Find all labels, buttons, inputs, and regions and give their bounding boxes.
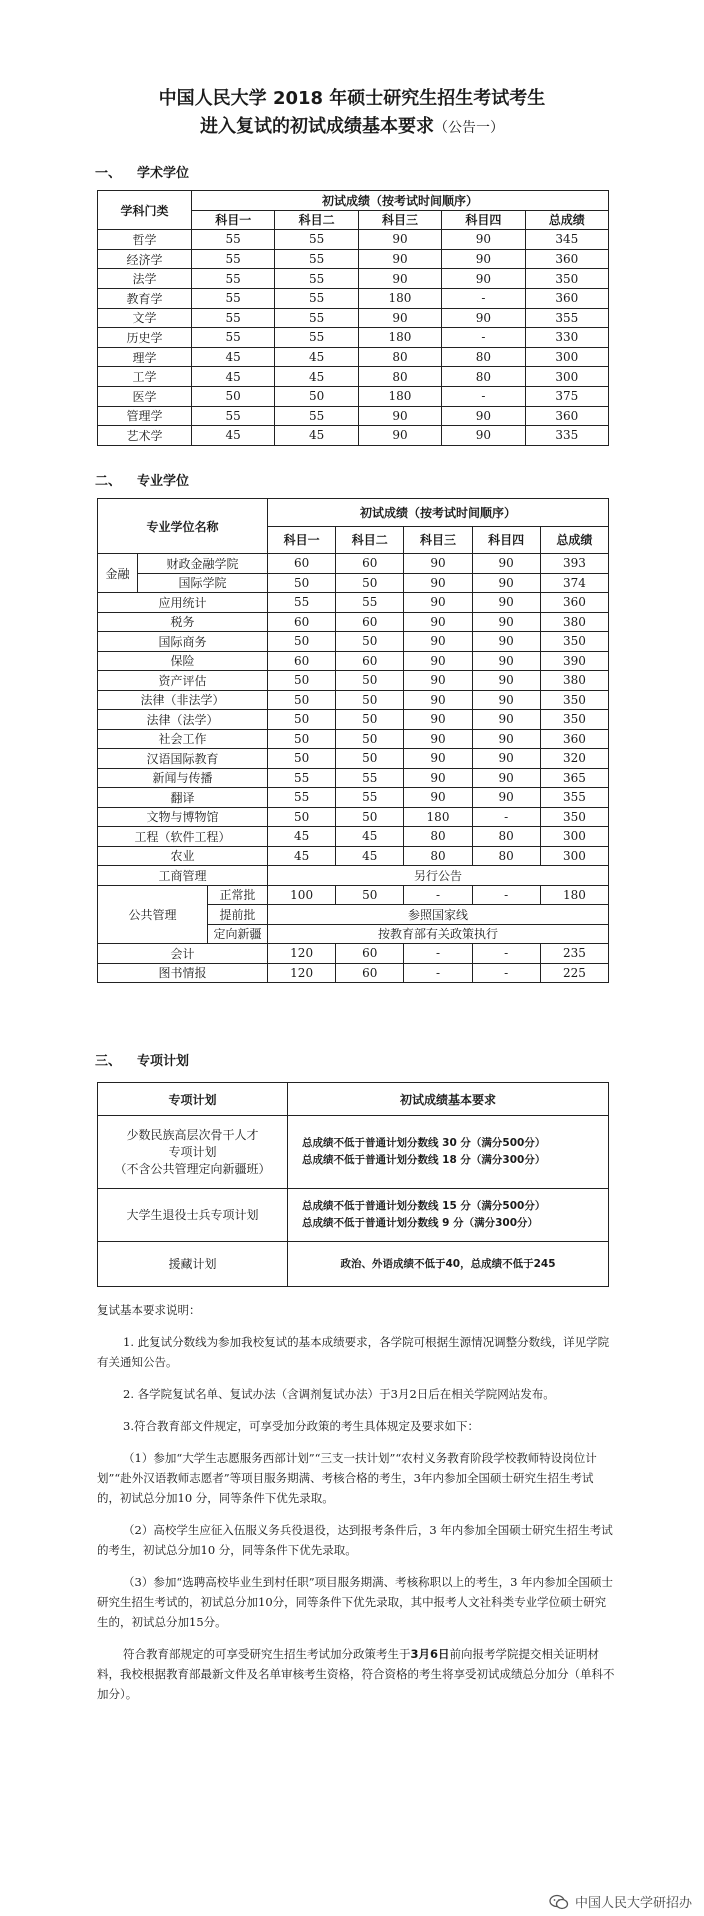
section2-title: 专业学位 xyxy=(137,474,190,489)
watermark xyxy=(549,1892,692,1911)
score-cell: 50 xyxy=(268,671,336,691)
score-cell: 390 xyxy=(540,651,608,671)
table-row xyxy=(98,367,609,387)
score-cell: 90 xyxy=(472,690,540,710)
score-cell: 90 xyxy=(472,651,540,671)
col-plan: 专项计划 xyxy=(98,1083,288,1116)
note-4-pre: 符合教育部规定的可享受研究生招生考试加分政策考生于 xyxy=(123,1647,411,1661)
section2-heading xyxy=(95,470,189,489)
score-cell: 80 xyxy=(442,367,525,387)
score-cell: 90 xyxy=(404,612,472,632)
page-title-line1: 中国人民大学 2018 年硕士研究生招生考试考生 xyxy=(158,88,546,109)
score-cell: 90 xyxy=(358,249,441,269)
score-cell: 50 xyxy=(336,710,404,730)
score-cell: 55 xyxy=(275,308,358,328)
score-cell: 90 xyxy=(358,269,441,289)
row-label: 工商管理 xyxy=(98,866,268,886)
group-label-public-admin: 公共管理 xyxy=(98,885,208,944)
table-row xyxy=(98,963,609,983)
score-cell: 50 xyxy=(336,632,404,652)
table-row xyxy=(98,1242,609,1287)
score-cell: 55 xyxy=(275,269,358,289)
score-cell: 90 xyxy=(404,710,472,730)
score-cell: 50 xyxy=(268,710,336,730)
table-row xyxy=(98,249,609,269)
score-cell: - xyxy=(404,944,472,964)
note-3-2: （2）高校学生应征入伍服义务兵役退役，达到报考条件后，3 年内参加全国硕士研究生招生考试的考生，初试总分加10 分，同等条件下优先录取。 xyxy=(97,1523,613,1557)
requirement-line: 总成绩不低于普通计划分数线 9 分（满分300分） xyxy=(302,1217,539,1229)
row-label: 农业 xyxy=(98,846,268,866)
row-label: 财政金融学院 xyxy=(138,554,268,574)
row-label: 正常批 xyxy=(208,885,268,905)
score-cell: 55 xyxy=(192,308,275,328)
row-label: 管理学 xyxy=(98,406,192,426)
score-cell: - xyxy=(472,807,540,827)
score-cell: 393 xyxy=(540,554,608,574)
score-cell: 80 xyxy=(472,827,540,847)
section1-num: 一、 xyxy=(95,166,122,181)
score-cell: 45 xyxy=(275,426,358,446)
score-cell: 350 xyxy=(540,632,608,652)
score-cell: 360 xyxy=(525,406,608,426)
row-label: 国际商务 xyxy=(98,632,268,652)
score-cell: 50 xyxy=(268,632,336,652)
score-cell: 90 xyxy=(404,768,472,788)
score-cell: 360 xyxy=(525,288,608,308)
col-header: 科目一 xyxy=(192,210,275,230)
score-cell: 90 xyxy=(358,230,441,250)
table-row xyxy=(98,807,609,827)
score-cell: 55 xyxy=(192,249,275,269)
score-cell: 380 xyxy=(540,612,608,632)
score-cell: 90 xyxy=(442,269,525,289)
row-label: 应用统计 xyxy=(98,593,268,613)
score-cell: 50 xyxy=(192,386,275,406)
score-cell: 90 xyxy=(472,710,540,730)
score-cell: 90 xyxy=(404,749,472,769)
score-cell: 60 xyxy=(336,554,404,574)
score-cell: 45 xyxy=(192,426,275,446)
table-row xyxy=(98,632,609,652)
score-cell: 55 xyxy=(275,288,358,308)
score-cell: 335 xyxy=(525,426,608,446)
score-cell: 90 xyxy=(442,426,525,446)
group-label-finance: 金融 xyxy=(98,554,138,593)
section3-heading xyxy=(95,1050,189,1069)
score-cell: 120 xyxy=(268,944,336,964)
note-3-3: （3）参加“选聘高校毕业生到村任职”项目服务期满、考核称职以上的考生，3 年内参加全国硕士研究生招生考试的，初试总分加10分，同等条件下优先录取，其中报考人文社科类专业学位硕士研究生的，初试总分加15分。 xyxy=(97,1575,614,1629)
score-cell: 90 xyxy=(442,406,525,426)
score-cell: 80 xyxy=(404,827,472,847)
score-cell: 80 xyxy=(442,347,525,367)
academic-degree-table xyxy=(97,190,609,446)
table-row xyxy=(98,230,609,250)
row-label: 国际学院 xyxy=(138,573,268,593)
score-cell: 90 xyxy=(472,632,540,652)
score-cell: 120 xyxy=(268,963,336,983)
score-cell: 60 xyxy=(336,612,404,632)
score-cell: 45 xyxy=(268,827,336,847)
page-title-line2 xyxy=(0,112,704,138)
score-cell: 90 xyxy=(442,230,525,250)
score-cell: 45 xyxy=(192,367,275,387)
row-label: 经济学 xyxy=(98,249,192,269)
row-label: 法律（非法学） xyxy=(98,690,268,710)
score-cell: 180 xyxy=(358,288,441,308)
col-category: 学科门类 xyxy=(98,191,192,230)
row-label: 提前批 xyxy=(208,905,268,925)
score-cell: 350 xyxy=(540,690,608,710)
row-label: 图书情报 xyxy=(98,963,268,983)
score-cell: 345 xyxy=(525,230,608,250)
table-row xyxy=(98,573,609,593)
table-row xyxy=(98,944,609,964)
table-row xyxy=(98,729,609,749)
requirement-line: 总成绩不低于普通计划分数线 15 分（满分500分） xyxy=(302,1200,546,1212)
score-cell: 355 xyxy=(540,788,608,808)
score-cell: 50 xyxy=(336,573,404,593)
score-cell: 90 xyxy=(472,593,540,613)
plan-name-line: 援藏计划 xyxy=(168,1256,217,1271)
score-cell: - xyxy=(472,944,540,964)
note-4-date: 3月6日 xyxy=(410,1647,450,1661)
score-cell: 300 xyxy=(540,827,608,847)
special-plan-table xyxy=(97,1082,609,1287)
score-cell: 60 xyxy=(268,612,336,632)
score-cell: 360 xyxy=(540,729,608,749)
table-row xyxy=(98,710,609,730)
row-label: 保险 xyxy=(98,651,268,671)
score-cell: 90 xyxy=(472,554,540,574)
col-header: 总成绩 xyxy=(540,526,608,554)
score-cell: 90 xyxy=(472,612,540,632)
score-cell: 55 xyxy=(336,768,404,788)
score-cell: 55 xyxy=(192,406,275,426)
col-header: 科目三 xyxy=(358,210,441,230)
section1-heading xyxy=(95,162,189,181)
score-cell: 90 xyxy=(358,426,441,446)
table-row xyxy=(98,406,609,426)
score-cell: 375 xyxy=(525,386,608,406)
row-label: 艺术学 xyxy=(98,426,192,446)
score-cell: 45 xyxy=(336,827,404,847)
watermark-text: 中国人民大学研招办 xyxy=(574,1896,692,1911)
score-cell: 320 xyxy=(540,749,608,769)
title-main: 进入复试的初试成绩基本要求 xyxy=(200,116,434,137)
notes-section xyxy=(97,1300,615,1704)
score-cell: - xyxy=(472,885,540,905)
professional-degree-table xyxy=(97,498,609,983)
row-label: 历史学 xyxy=(98,328,192,348)
row-label: 工程（软件工程） xyxy=(98,827,268,847)
score-cell: 55 xyxy=(275,328,358,348)
score-cell: 90 xyxy=(442,249,525,269)
plan-requirement xyxy=(288,1242,609,1287)
row-label: 理学 xyxy=(98,347,192,367)
score-cell: 90 xyxy=(404,729,472,749)
score-cell: 50 xyxy=(336,885,404,905)
row-label: 医学 xyxy=(98,386,192,406)
row-label: 法学 xyxy=(98,269,192,289)
table-row xyxy=(98,846,609,866)
score-cell: 55 xyxy=(268,593,336,613)
plan-name-line: 少数民族高层次骨干人才 xyxy=(126,1127,259,1142)
plan-name xyxy=(98,1189,288,1242)
score-cell: 55 xyxy=(192,288,275,308)
score-cell: 90 xyxy=(404,671,472,691)
row-label: 文学 xyxy=(98,308,192,328)
table-row xyxy=(98,866,609,886)
group-header: 初试成绩（按考试时间顺序） xyxy=(268,499,609,527)
table-row xyxy=(98,328,609,348)
score-cell: 180 xyxy=(404,807,472,827)
requirement-line: 政治、外语成绩不低于40，总成绩不低于245 xyxy=(340,1257,556,1270)
plan-requirement xyxy=(288,1116,609,1189)
score-cell: 55 xyxy=(268,768,336,788)
table-row xyxy=(98,288,609,308)
score-cell: 50 xyxy=(275,386,358,406)
note-3: 3.符合教育部文件规定，可享受加分政策的考生具体规定及要求如下： xyxy=(123,1419,479,1433)
score-cell: 90 xyxy=(472,671,540,691)
score-cell: 300 xyxy=(540,846,608,866)
score-cell: 55 xyxy=(275,249,358,269)
table-row xyxy=(98,749,609,769)
col-header: 科目二 xyxy=(336,526,404,554)
score-cell: 60 xyxy=(336,651,404,671)
title-sub: （公告一） xyxy=(434,120,504,136)
note-cell: 按教育部有关政策执行 xyxy=(268,924,609,944)
score-cell: 374 xyxy=(540,573,608,593)
score-cell: 80 xyxy=(358,367,441,387)
section3-num: 三、 xyxy=(95,1054,122,1069)
col-header: 科目二 xyxy=(275,210,358,230)
table-row xyxy=(98,885,609,905)
score-cell: 360 xyxy=(540,593,608,613)
score-cell: 235 xyxy=(540,944,608,964)
score-cell: 90 xyxy=(472,749,540,769)
score-cell: 60 xyxy=(268,554,336,574)
section1-title: 学术学位 xyxy=(137,166,190,181)
score-cell: 90 xyxy=(472,573,540,593)
score-cell: 50 xyxy=(336,690,404,710)
score-cell: 90 xyxy=(404,690,472,710)
score-cell: 50 xyxy=(268,573,336,593)
score-cell: 55 xyxy=(192,230,275,250)
score-cell: 365 xyxy=(540,768,608,788)
plan-name-line: 大学生退役士兵专项计划 xyxy=(126,1207,259,1222)
note-2: 2. 各学院复试名单、复试办法（含调剂复试办法）于3月2日后在相关学院网站发布。 xyxy=(123,1387,555,1401)
row-label: 翻译 xyxy=(98,788,268,808)
score-cell: 60 xyxy=(336,963,404,983)
score-cell: 45 xyxy=(275,347,358,367)
score-cell: - xyxy=(442,328,525,348)
score-cell: 45 xyxy=(336,846,404,866)
score-cell: 90 xyxy=(442,308,525,328)
score-cell: 50 xyxy=(336,807,404,827)
note-cell: 另行公告 xyxy=(268,866,609,886)
table-row xyxy=(98,1189,609,1242)
score-cell: 60 xyxy=(268,651,336,671)
score-cell: 80 xyxy=(404,846,472,866)
score-cell: 90 xyxy=(404,554,472,574)
score-cell: 55 xyxy=(336,788,404,808)
score-cell: 300 xyxy=(525,347,608,367)
score-cell: 180 xyxy=(358,328,441,348)
col-header: 科目一 xyxy=(268,526,336,554)
table-row xyxy=(98,426,609,446)
row-label: 会计 xyxy=(98,944,268,964)
plan-name xyxy=(98,1116,288,1189)
plan-name xyxy=(98,1242,288,1287)
note-3-1: （1）参加“大学生志愿服务西部计划”“三支一扶计划”“农村义务教育阶段学校教师特设岗位计划”“赴外汉语教师志愿者”等项目服务期满、考核合格的考生，3年内参加全国硕士研究生招生考试的，初试总分加10 分，同等条件下优先录取。 xyxy=(97,1451,597,1505)
note-cell: 参照国家线 xyxy=(268,905,609,925)
row-label: 教育学 xyxy=(98,288,192,308)
score-cell: 380 xyxy=(540,671,608,691)
row-label: 定向新疆 xyxy=(208,924,268,944)
row-label: 汉语国际教育 xyxy=(98,749,268,769)
table-row xyxy=(98,827,609,847)
score-cell: 355 xyxy=(525,308,608,328)
col-name: 专业学位名称 xyxy=(98,499,268,554)
score-cell: 50 xyxy=(268,690,336,710)
score-cell: 90 xyxy=(404,573,472,593)
table-row xyxy=(98,651,609,671)
score-cell: 80 xyxy=(358,347,441,367)
plan-name-line: （不含公共管理定向新疆班） xyxy=(114,1161,271,1176)
table-row xyxy=(98,269,609,289)
score-cell: 50 xyxy=(268,807,336,827)
score-cell: 90 xyxy=(472,788,540,808)
score-cell: 350 xyxy=(540,710,608,730)
row-label: 工学 xyxy=(98,367,192,387)
table-row xyxy=(98,671,609,691)
score-cell: 90 xyxy=(404,632,472,652)
requirement-line: 总成绩不低于普通计划分数线 18 分（满分300分） xyxy=(302,1154,546,1166)
score-cell: 350 xyxy=(525,269,608,289)
score-cell: 90 xyxy=(472,729,540,749)
score-cell: 45 xyxy=(268,846,336,866)
note-4 xyxy=(97,1644,615,1704)
col-header: 科目四 xyxy=(472,526,540,554)
table-row xyxy=(98,768,609,788)
score-cell: 55 xyxy=(336,593,404,613)
row-label: 新闻与传播 xyxy=(98,768,268,788)
row-label: 法律（法学） xyxy=(98,710,268,730)
col-req: 初试成绩基本要求 xyxy=(288,1083,609,1116)
score-cell: 45 xyxy=(192,347,275,367)
col-header: 总成绩 xyxy=(525,210,608,230)
score-cell: 55 xyxy=(275,230,358,250)
score-cell: - xyxy=(404,963,472,983)
score-cell: 50 xyxy=(268,729,336,749)
score-cell: 80 xyxy=(472,846,540,866)
table-row xyxy=(98,308,609,328)
score-cell: 90 xyxy=(404,593,472,613)
score-cell: 350 xyxy=(540,807,608,827)
row-label: 社会工作 xyxy=(98,729,268,749)
section3-title: 专项计划 xyxy=(137,1054,190,1069)
score-cell: 300 xyxy=(525,367,608,387)
plan-name-line: 专项计划 xyxy=(168,1144,217,1159)
score-cell: - xyxy=(472,963,540,983)
score-cell: 55 xyxy=(192,328,275,348)
row-label: 税务 xyxy=(98,612,268,632)
col-header: 科目三 xyxy=(404,526,472,554)
score-cell: 55 xyxy=(268,788,336,808)
score-cell: 55 xyxy=(192,269,275,289)
score-cell: - xyxy=(442,386,525,406)
table-row xyxy=(98,593,609,613)
score-cell: 180 xyxy=(358,386,441,406)
wechat-icon xyxy=(549,1894,569,1910)
table-row xyxy=(98,612,609,632)
score-cell: 60 xyxy=(336,944,404,964)
plan-requirement xyxy=(288,1189,609,1242)
score-cell: 50 xyxy=(336,671,404,691)
requirement-line: 总成绩不低于普通计划分数线 30 分（满分500分） xyxy=(302,1137,546,1149)
score-cell: 90 xyxy=(472,768,540,788)
score-cell: 50 xyxy=(336,729,404,749)
row-label: 哲学 xyxy=(98,230,192,250)
table-row xyxy=(98,554,609,574)
group-header: 初试成绩（按考试时间顺序） xyxy=(192,191,609,211)
note-4-post: 前向报考学院提交相关证明材料，我校根据教育部最新文件及名单审核考生资格，符合资格的考生将享受初试成绩总分加分（单科不加分）。 xyxy=(97,1647,615,1701)
score-cell: 180 xyxy=(540,885,608,905)
table-row xyxy=(98,347,609,367)
section2-num: 二、 xyxy=(95,474,122,489)
table-row xyxy=(98,690,609,710)
score-cell: 330 xyxy=(525,328,608,348)
score-cell: 45 xyxy=(275,367,358,387)
score-cell: 360 xyxy=(525,249,608,269)
table-row xyxy=(98,386,609,406)
row-label: 资产评估 xyxy=(98,671,268,691)
note-1: 1. 此复试分数线为参加我校复试的基本成绩要求，各学院可根据生源情况调整分数线，详见学院有关通知公告。 xyxy=(97,1335,610,1369)
score-cell: 100 xyxy=(268,885,336,905)
score-cell: 225 xyxy=(540,963,608,983)
score-cell: - xyxy=(442,288,525,308)
score-cell: 50 xyxy=(268,749,336,769)
score-cell: - xyxy=(404,885,472,905)
score-cell: 90 xyxy=(404,651,472,671)
table-row xyxy=(98,788,609,808)
notes-heading: 复试基本要求说明： xyxy=(97,1303,201,1317)
row-label: 文物与博物馆 xyxy=(98,807,268,827)
score-cell: 90 xyxy=(358,308,441,328)
score-cell: 50 xyxy=(336,749,404,769)
score-cell: 55 xyxy=(275,406,358,426)
table-row xyxy=(98,1116,609,1189)
score-cell: 90 xyxy=(404,788,472,808)
score-cell: 90 xyxy=(358,406,441,426)
col-header: 科目四 xyxy=(442,210,525,230)
